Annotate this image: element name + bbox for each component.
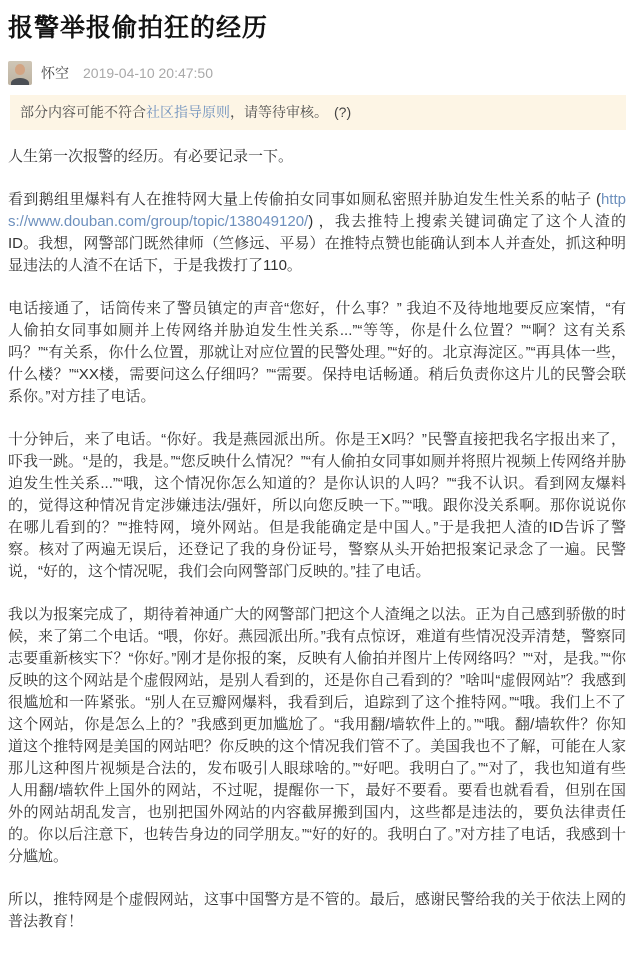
paragraph-second-call: 我以为报案完成了，期待着神通广大的网警部门把这个人渣绳之以法。正为自己感到骄傲的时候，来了第二个电话。“喂，你好。燕园派出所。”我有点惊讶，难道有些情况没弄清楚，警察同志要重新核实下？“你好。”刚才是你报的案，反映有人偷拍并图片上传网络吗？”“对，是我。”“你反映的这个网站是个虚假网站，是别人看到的，还是你自己看到的？”啥叫“虚假网站”？我感到很尴尬和一阵紧张。“别人在豆瓣网爆料，我看到后，追踪到了这个推特网。”“哦。我们上不了这个网站，你是怎么上的？”我感到更加尴尬了。“我用翻/墙软件上的。”“哦。翻/墙软件？你知道这个推特网是美国的网站吧？你反映的这个情况我们管不了。美国我也不了解，可能在人家那儿这种图片视频是合法的，发布吸引人眼球啥的。”“好吧。我明白了。”“对了，我也知道有些人用翻/墙软件上国外的网站，不过呢，提醒你一下，最好不要看。要看也就看看，但别在国外的网站胡乱发言，也别把国外网站的内容截屏搬到国内，这些都是违法的，要负法律责任的。你以后注意下，也转告身边的同学朋友。”“好的好的。我明白了。”对方挂了电话，我感到十分尴尬。 <box>8 606 626 866</box>
paragraph-110-call: 电话接通了，话筒传来了警员镇定的声音“您好，什么事？” 我迫不及待地地要反应案情，“有人偷拍女同事如厕并上传网络并胁迫发生性关系...”“等等，你是什么位置？”“啊？这有关系吗？”“有关系，你什么位置，那就让对应位置的民警处理。”“好的。北京海淀区。”“再具体一些，什么楼？”“XX楼，需要问这么仔细吗？”“需要。保持电话畅通。稍后负责你这片儿的民警会联系你。”对方挂了电话。 <box>8 300 626 406</box>
paragraph-conclusion: 所以，推特网是个虚假网站，这事中国警方是不管的。最后，感谢民警给我的关于依法上网的普法教育！ <box>8 891 626 931</box>
author-avatar[interactable] <box>8 61 32 85</box>
paragraph-discovery-text-before: 看到鹅组里爆料有人在推特网大量上传偷拍女同事如厕私密照并胁迫发生性关系的帖子 ( <box>8 191 601 209</box>
post-timestamp: 2019-04-10 20:47:50 <box>83 64 213 81</box>
paragraph-discovery-text-after: ) ，我去推特上搜索关键词确定了这个人渣的ID。我想，网警部门既然律师（竺修远、平易）在推特点赞也能确认到本人并查处，抓这种明显违法的人渣不在话下，于是我拨打了110。 <box>8 213 626 275</box>
paragraph-intro: 人生第一次报警的经历。有必要记录一下。 <box>8 148 294 166</box>
post-title: 报警举报偷拍狂的经历 <box>8 14 269 42</box>
notice-text-prefix: 部分内容可能不符合 <box>20 103 146 120</box>
notice-help-link[interactable]: (?) <box>334 103 352 120</box>
post-content <box>8 146 626 933</box>
avatar-head-shape <box>15 64 25 75</box>
author-row <box>8 61 626 85</box>
avatar-torso-shape <box>11 78 29 85</box>
notice-text-suffix: ，请等待审核。 <box>230 103 328 120</box>
paragraph-police-callback: 十分钟后，来了电话。“你好。我是燕园派出所。你是王X吗？”民警直接把我名字报出来了，吓我一跳。“是的，我是。”“您反映什么情况？”“有人偷拍女同事如厕并将照片视频上传网络并胁迫发生性关系...”“哦，这个情况你怎么知道的？是你认识的人吗？”“我不认识。看到网友爆料的，觉得这种情况肯定涉嫌违法/强奸，所以向您反映一下。”“哦。跟你没关系啊。那你说说你在哪儿看到的？”“推特网，境外网站。但是我能确定是中国人。”于是我把人渣的ID告诉了警察。核对了两遍无误后，还登记了我的身份证号，警察从头开始把报案记录念了一遍。民警说，“好的，这个情况呢，我们会向网警部门反映的。”挂了电话。 <box>8 431 626 581</box>
author-name[interactable]: 怀空 <box>41 64 69 81</box>
douban-topic-link[interactable]: https://www.douban.com/group/topic/138049120/ <box>8 191 626 231</box>
community-guidelines-link[interactable]: 社区指导原则 <box>146 103 230 120</box>
moderation-notice <box>10 95 626 131</box>
paragraph-discovery <box>8 189 626 277</box>
